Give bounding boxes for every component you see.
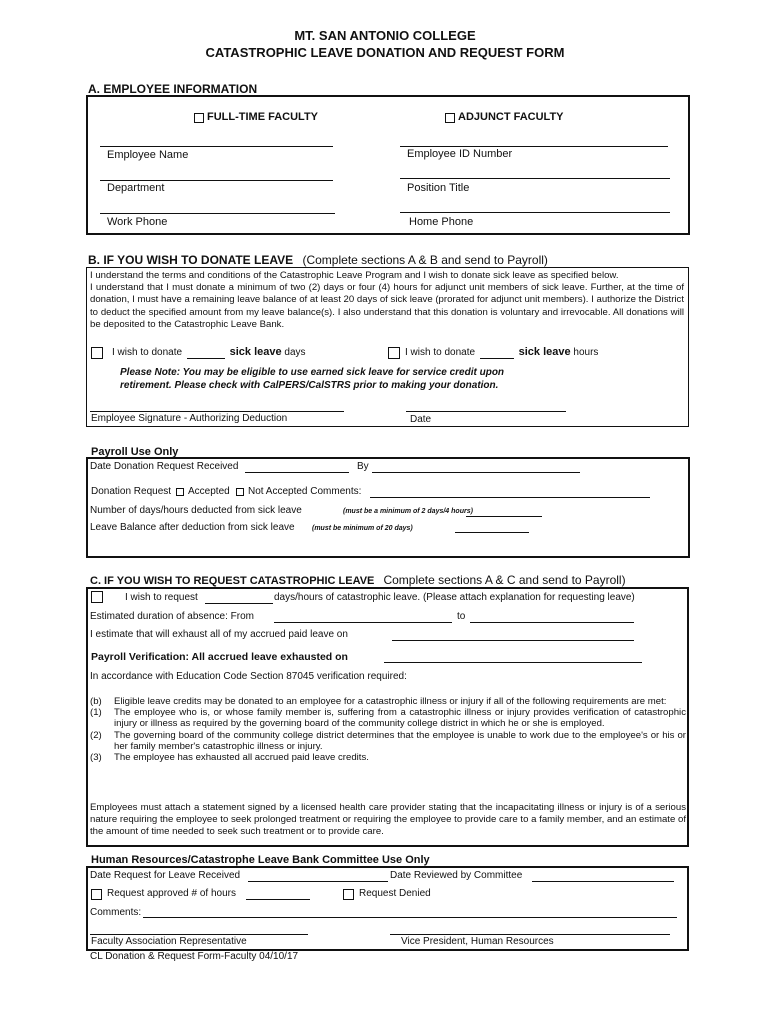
home-phone-label: Home Phone [409, 216, 474, 228]
donation-terms-para2: I understand that I must donate a minimum of two (2) days or four (4) hours for adjunct unit members of sick leave. Further, at the time of donation, I must have a remaining leave balance of at least 20 days of sick leave (prorated for adjunct unit members). I authorize the District to deduct the specified amount from my leave balance(s). I also understand that this donation is voluntary and irrevocable. All donations will be deposited to the Catastrophic Leave Bank. [90, 282, 684, 330]
section-c-heading: C. IF YOU WISH TO REQUEST CATASTROPHIC LEAVE [90, 575, 375, 587]
signature-date-label: Date [410, 414, 432, 425]
donation-request-label: Donation Request [91, 486, 172, 497]
request-leave-explanation: days/hours of catastrophic leave. (Please attach explanation for requesting leave) [274, 592, 635, 603]
section-b-instructions: (Complete sections A & B and send to Payroll) [302, 253, 548, 267]
days-deducted-field[interactable] [466, 516, 542, 517]
faculty-rep-signature-field[interactable] [90, 934, 308, 935]
college-name: MT. SAN ANTONIO COLLEGE [294, 28, 476, 43]
donate-hours-text: I wish to donate [405, 347, 476, 358]
received-by-label: By [357, 461, 369, 472]
position-title-field[interactable] [400, 178, 670, 179]
donation-received-field[interactable] [245, 472, 349, 473]
donate-hours-unit: hours [573, 347, 599, 358]
vp-label: Vice President, Human Resources [401, 936, 554, 947]
requirement-2 [90, 730, 686, 752]
donate-days-checkbox[interactable] [91, 347, 103, 359]
donate-days-row [112, 346, 306, 359]
requirement-text: The employee has exhausted all accrued paid leave credits. [114, 752, 369, 764]
work-phone-label: Work Phone [107, 216, 168, 228]
leave-balance-field[interactable] [455, 532, 529, 533]
requirements-list [90, 696, 686, 763]
not-accepted-label: Not Accepted Comments: [248, 486, 362, 497]
section-a-heading: A. EMPLOYEE INFORMATION [88, 82, 258, 96]
adjunct-faculty-label: ADJUNCT FACULTY [458, 111, 564, 123]
request-days-field[interactable] [205, 603, 273, 604]
requirement-1 [90, 707, 686, 729]
employee-signature-label: Employee Signature - Authorizing Deduction [91, 413, 288, 424]
requirement-b [90, 696, 686, 707]
donation-terms [90, 270, 684, 331]
committee-reviewed-label: Date Reviewed by Committee [390, 870, 523, 881]
department-field[interactable] [100, 180, 333, 181]
not-accepted-checkbox[interactable] [236, 488, 244, 496]
faculty-rep-label: Faculty Association Representative [91, 936, 247, 947]
request-approved-label: Request approved # of hours [107, 888, 236, 899]
requirement-mark: (1) [90, 707, 102, 719]
full-time-faculty-checkbox[interactable] [194, 113, 204, 123]
department-label: Department [107, 182, 165, 194]
absence-to-field[interactable] [470, 622, 634, 623]
work-phone-field[interactable] [100, 213, 335, 214]
section-b-heading-row [88, 253, 548, 267]
committee-reviewed-field[interactable] [532, 881, 674, 882]
donate-days-bold: sick leave [229, 346, 282, 358]
retirement-note-2: retirement. Please check with CalPERS/CalSTRS prior to making your donation. [120, 380, 499, 391]
leave-received-field[interactable] [248, 881, 388, 882]
hr-comments-field[interactable] [143, 917, 677, 918]
section-c-heading-row [90, 573, 626, 587]
section-b-heading: B. IF YOU WISH TO DONATE LEAVE [88, 253, 294, 267]
request-denied-label: Request Denied [359, 888, 431, 899]
requirement-text: The governing board of the community college district determines that the employee is unable to work due to the employee's or his or her family member's catastrophic illness or injury. [114, 729, 686, 752]
employee-name-label: Employee Name [107, 149, 189, 161]
leave-balance-label: Leave Balance after deduction from sick leave [90, 522, 295, 533]
requirement-text: Eligible leave credits may be donated to an employee for a catastrophic illness or injury if all of the following requirements are met: [114, 696, 667, 707]
accepted-label: Accepted [188, 486, 230, 497]
footer-form-id: CL Donation & Request Form-Faculty 04/10/17 [90, 951, 299, 962]
adjunct-faculty-checkbox[interactable] [445, 113, 455, 123]
vp-signature-field[interactable] [390, 934, 670, 935]
retirement-note-1: Please Note: You may be eligible to use earned sick leave for service credit upon [120, 367, 505, 378]
request-leave-checkbox[interactable] [91, 591, 103, 603]
requirement-mark: (b) [90, 696, 102, 707]
requirement-mark: (3) [90, 752, 102, 764]
requirement-text: The employee who is, or whose family member is, suffering from a catastrophic illness or injury provides verification of catastrophic injury or illness as required by the governing board of the community college district in which he or she is employed. [114, 707, 686, 730]
ed-code-label: In accordance with Education Code Section 87045 verification required: [90, 671, 407, 682]
approved-hours-field[interactable] [246, 899, 310, 900]
employee-signature-field[interactable] [90, 411, 344, 412]
requirement-3 [90, 752, 686, 763]
donate-hours-input[interactable] [480, 347, 514, 359]
employee-name-field[interactable] [100, 146, 333, 147]
exhaust-leave-field[interactable] [392, 640, 634, 641]
leave-balance-note: (must be minimum of 20 days) [312, 525, 413, 532]
employee-id-label: Employee ID Number [407, 148, 513, 160]
request-denied-checkbox[interactable] [343, 889, 354, 900]
donate-days-text: I wish to donate [112, 347, 183, 358]
accepted-checkbox[interactable] [176, 488, 184, 496]
donate-days-unit: days [284, 347, 306, 358]
hr-heading: Human Resources/Catastrophe Leave Bank Committee Use Only [91, 854, 430, 866]
section-a-box [86, 95, 690, 235]
donate-days-input[interactable] [187, 347, 225, 359]
full-time-faculty-label: FULL-TIME FACULTY [207, 111, 318, 123]
donation-terms-para1: I understand the terms and conditions of the Catastrophic Leave Program and I wish to donate sick leave as specified below. [90, 270, 619, 281]
request-leave-text: I wish to request [125, 592, 198, 603]
days-deducted-note: (must be a minimum of 2 days/4 hours) [343, 508, 473, 515]
employee-id-field[interactable] [400, 146, 668, 147]
donation-comments-field[interactable] [370, 497, 650, 498]
donation-received-label: Date Donation Request Received [90, 461, 239, 472]
home-phone-field[interactable] [400, 212, 670, 213]
section-c-instructions: Complete sections A & C and send to Payroll) [383, 573, 626, 587]
requirement-mark: (2) [90, 729, 102, 741]
days-deducted-label: Number of days/hours deducted from sick leave [90, 505, 302, 516]
donate-hours-row [405, 346, 598, 359]
donate-hours-bold: sick leave [518, 346, 571, 358]
healthcare-statement: Employees must attach a statement signed by a licensed health care provider stating that the incapacitating illness or injury is of a serious nature requiring the employee to seek prolonged treatment or requiring the employee to provide care to a family member, and an estimate of the amount of time needed to seek such treatment or to provide care. [90, 802, 686, 837]
leave-received-label: Date Request for Leave Received [90, 870, 241, 881]
exhaust-leave-label: I estimate that will exhaust all of my accrued paid leave on [90, 629, 348, 640]
signature-date-field[interactable] [406, 411, 566, 412]
absence-to-label: to [457, 611, 466, 622]
payroll-use-heading: Payroll Use Only [91, 446, 179, 458]
request-approved-checkbox[interactable] [91, 889, 102, 900]
received-by-field[interactable] [372, 472, 580, 473]
form-title: CATASTROPHIC LEAVE DONATION AND REQUEST FORM [205, 45, 565, 60]
payroll-verification-label: Payroll Verification: All accrued leave exhausted on [91, 651, 348, 663]
hr-comments-label: Comments: [90, 907, 142, 918]
payroll-verification-field[interactable] [384, 662, 642, 663]
position-title-label: Position Title [407, 182, 470, 194]
donate-hours-checkbox[interactable] [388, 347, 400, 359]
absence-from-field[interactable] [274, 622, 452, 623]
absence-duration-label: Estimated duration of absence: From [90, 611, 254, 622]
